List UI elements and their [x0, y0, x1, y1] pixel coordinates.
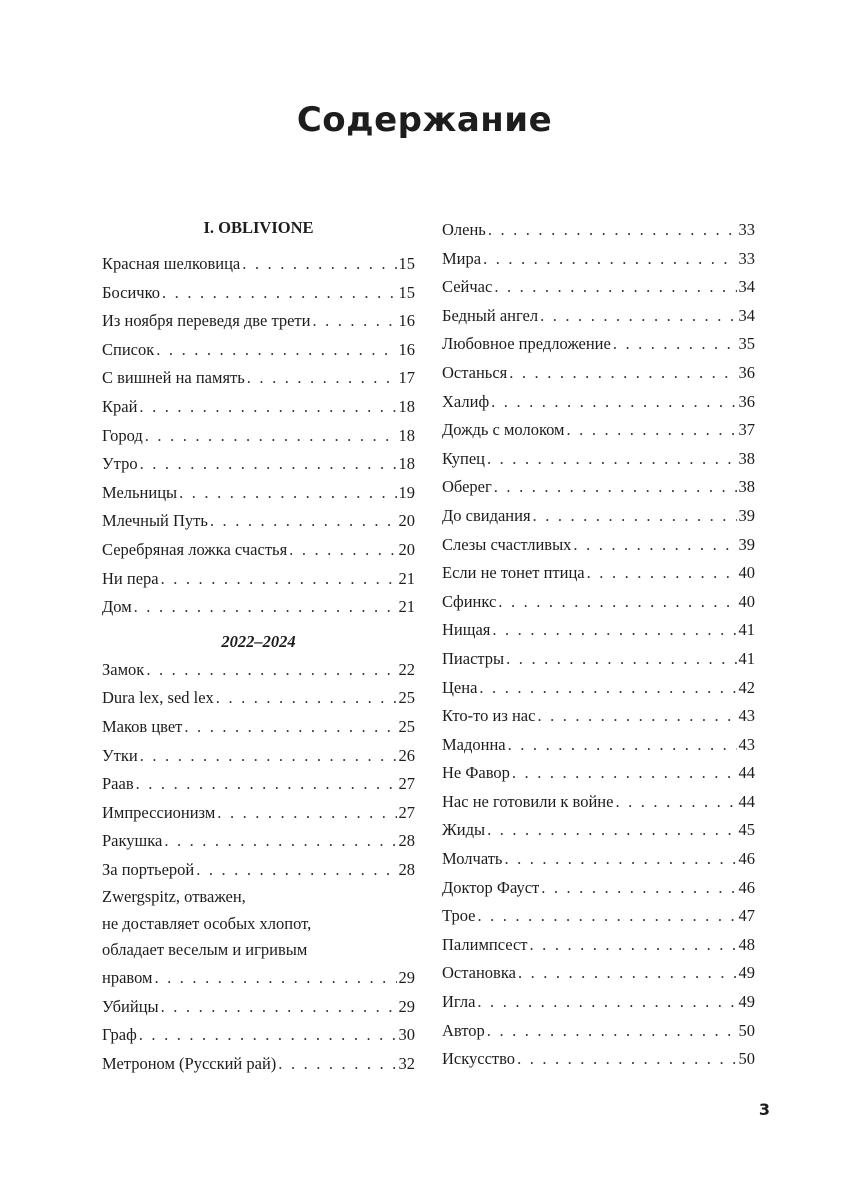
toc-list-oblivione — [102, 250, 415, 622]
toc-entry-title: Игла — [442, 992, 476, 1012]
toc-entry[interactable] — [442, 788, 755, 817]
toc-entry-title: Маков цвет — [102, 716, 183, 736]
toc-entry-title: Нищая — [442, 620, 491, 640]
toc-entry-page: 18 — [398, 425, 415, 445]
dot-leader — [145, 422, 397, 451]
toc-entry-title: Цена — [442, 677, 478, 697]
toc-entry-page: 42 — [738, 677, 755, 697]
toc-entry-page: 17 — [398, 368, 415, 388]
toc-entry-page: 38 — [738, 477, 755, 497]
toc-entry[interactable] — [102, 742, 415, 771]
toc-entry[interactable] — [102, 364, 415, 393]
toc-right-column — [442, 216, 755, 1074]
toc-entry-title: Мира — [442, 248, 482, 268]
toc-entry[interactable] — [102, 770, 415, 799]
toc-entry[interactable] — [442, 388, 755, 417]
toc-entry-title: Сейчас — [442, 277, 493, 297]
toc-entry[interactable] — [102, 827, 415, 856]
toc-entry-page: 33 — [738, 248, 755, 268]
page-number: 3 — [758, 1100, 770, 1119]
toc-entry-page: 34 — [738, 305, 755, 325]
toc-entry-title: Сфинкс — [442, 591, 497, 611]
toc-entry-page: 41 — [738, 620, 755, 640]
toc-entry-page: 46 — [738, 849, 755, 869]
toc-entry-line: обладает веселым и игривым — [102, 940, 308, 960]
toc-entry-title: Мельницы — [102, 482, 178, 502]
toc-entry-title: До свидания — [442, 505, 531, 525]
toc-entry-title: Остановка — [442, 963, 516, 983]
dot-leader — [179, 479, 396, 508]
toc-entry-page: 47 — [738, 906, 755, 926]
toc-entry[interactable] — [442, 502, 755, 531]
toc-entry[interactable] — [442, 645, 755, 674]
toc-entry-title: Бедный ангел — [442, 305, 539, 325]
toc-entry[interactable] — [442, 216, 755, 245]
toc-entry-page: 32 — [398, 1053, 415, 1073]
toc-entry-page: 20 — [398, 511, 415, 531]
toc-entry-page: 36 — [738, 391, 755, 411]
dot-leader — [494, 273, 736, 302]
toc-entry-page: 45 — [738, 820, 755, 840]
toc-entry[interactable] — [442, 931, 755, 960]
toc-entry[interactable] — [442, 874, 755, 903]
toc-entry-title: Утки — [102, 745, 138, 765]
dot-leader — [140, 742, 397, 771]
toc-entry-page: 38 — [738, 448, 755, 468]
toc-entry[interactable] — [102, 422, 415, 451]
toc-entry-title: Мадонна — [442, 734, 506, 754]
toc-entry[interactable] — [442, 473, 755, 502]
toc-entry-page: 50 — [738, 1049, 755, 1069]
toc-entry-title: Олень — [442, 220, 486, 239]
toc-entry-title: Метроном (Русский рай) — [102, 1053, 277, 1073]
toc-entry[interactable] — [102, 507, 415, 536]
toc-entry[interactable] — [442, 702, 755, 731]
dot-leader — [161, 565, 397, 594]
dot-leader — [289, 536, 396, 565]
dot-leader — [530, 931, 737, 960]
toc-entry-page: 49 — [738, 963, 755, 983]
toc-entry-title: Красная шелковица — [102, 254, 241, 273]
toc-entry-page: 16 — [398, 311, 415, 331]
toc-entry-line: Zwergspitz, отважен, — [102, 887, 246, 907]
toc-entry[interactable] — [102, 656, 415, 685]
dot-leader — [504, 845, 736, 874]
dot-leader — [567, 416, 737, 445]
toc-entry-title: Список — [102, 339, 155, 359]
toc-entry[interactable] — [102, 479, 415, 508]
dot-leader — [487, 1017, 737, 1046]
toc-entry[interactable] — [102, 593, 415, 622]
toc-entry-page: 16 — [398, 339, 415, 359]
toc-entry[interactable] — [442, 816, 755, 845]
toc-entry[interactable] — [102, 393, 415, 422]
toc-entry[interactable] — [442, 959, 755, 988]
toc-entry[interactable] — [442, 245, 755, 274]
toc-entry-page: 43 — [738, 734, 755, 754]
toc-entry-title: Раав — [102, 774, 134, 794]
dot-leader — [537, 702, 736, 731]
dot-leader — [477, 988, 736, 1017]
dot-leader — [487, 445, 737, 474]
toc-entry-title: Жиды — [442, 820, 486, 840]
toc-entry-page: 35 — [738, 334, 755, 354]
dot-leader — [540, 302, 736, 331]
toc-entry-page: 50 — [738, 1020, 755, 1040]
dot-leader — [247, 364, 397, 393]
toc-entry[interactable] — [102, 279, 415, 308]
toc-entry-title: Босичко — [102, 282, 161, 302]
toc-entry[interactable] — [102, 993, 415, 1022]
dot-leader — [161, 993, 397, 1022]
toc-entry-title: Останься — [442, 362, 508, 382]
toc-entry-page: 40 — [738, 563, 755, 583]
toc-entry-title: Трое — [442, 906, 476, 926]
toc-entry-page: 41 — [738, 648, 755, 668]
toc-entry[interactable] — [442, 674, 755, 703]
toc-entry-page: 40 — [738, 591, 755, 611]
dot-leader — [312, 307, 396, 336]
toc-entry-title: Дом — [102, 597, 132, 617]
toc-entry[interactable] — [102, 856, 415, 885]
toc-entry[interactable] — [442, 330, 755, 359]
toc-entry[interactable] — [102, 799, 415, 828]
toc-entry-title: Dura lex, sed lex — [102, 688, 214, 708]
toc-entry[interactable] — [102, 250, 415, 279]
dot-leader — [491, 388, 736, 417]
toc-entry[interactable] — [442, 445, 755, 474]
toc-entry-page: 39 — [738, 534, 755, 554]
dot-leader — [477, 902, 736, 931]
dot-leader — [162, 279, 396, 308]
toc-entry-page: 30 — [398, 1025, 415, 1045]
toc-entry-title: Палимпсест — [442, 934, 528, 954]
toc-entry-title: Край — [102, 396, 138, 416]
dot-leader — [533, 502, 737, 531]
toc-entry-title: Убийцы — [102, 996, 159, 1016]
toc-entry-page: 25 — [398, 688, 415, 708]
toc-entry-title: Ракушка — [102, 831, 163, 851]
toc-entry[interactable] — [442, 616, 755, 645]
dot-leader — [216, 684, 397, 713]
section-heading-oblivione: I. OBLIVIONE — [203, 218, 314, 237]
toc-entry-page: 20 — [398, 539, 415, 559]
dot-leader — [136, 770, 397, 799]
dot-leader — [506, 645, 736, 674]
dot-leader — [479, 674, 736, 703]
toc-entry-page: 43 — [738, 706, 755, 726]
toc-entry-title: За портьерой — [102, 859, 195, 879]
dot-leader — [164, 827, 396, 856]
toc-entry[interactable] — [102, 450, 415, 479]
toc-entry-title: Доктор Фауст — [442, 877, 540, 897]
toc-entry-title: Не Фавор — [442, 763, 510, 783]
toc-entry-page: 18 — [398, 396, 415, 416]
dot-leader — [508, 731, 737, 760]
toc-entry-title: Любовное предложение — [442, 334, 611, 354]
toc-entry-title: Дождь с молоком — [442, 420, 565, 440]
toc-entry-title: Купец — [442, 448, 485, 468]
toc-entry-title: Кто-то из нас — [442, 706, 536, 726]
toc-entry-title: Утро — [102, 454, 138, 474]
toc-entry[interactable] — [102, 1021, 415, 1050]
toc-entry[interactable] — [442, 559, 755, 588]
toc-entry-title: Из ноября переведя две трети — [102, 311, 311, 331]
toc-entry-page: 29 — [398, 967, 415, 987]
dot-leader — [483, 245, 736, 274]
toc-entry-title: Пиастры — [442, 648, 505, 668]
toc-entry[interactable] — [102, 1050, 415, 1079]
toc-entry-page: 37 — [738, 420, 755, 440]
toc-entry-page: 15 — [398, 282, 415, 302]
toc-entry-title: Слезы счастливых — [442, 534, 572, 554]
toc-entry-title: нравом — [102, 967, 153, 987]
dot-leader — [134, 593, 397, 622]
dot-leader — [498, 588, 736, 617]
toc-left-column — [102, 214, 415, 1078]
dot-leader — [492, 616, 736, 645]
dot-leader — [156, 336, 396, 365]
toc-entry-title: Молчать — [442, 849, 503, 869]
dot-leader — [494, 473, 737, 502]
toc-entry-page: 36 — [738, 362, 755, 382]
toc-entry[interactable] — [102, 713, 415, 742]
toc-entry[interactable] — [442, 531, 755, 560]
dot-leader — [139, 393, 396, 422]
toc-entry-page: 49 — [738, 992, 755, 1012]
toc-entry[interactable] — [442, 359, 755, 388]
toc-entry[interactable] — [442, 845, 755, 874]
dot-leader — [140, 450, 397, 479]
toc-entry-page: 28 — [398, 831, 415, 851]
toc-entry-page: 34 — [738, 277, 755, 297]
toc-entry[interactable] — [102, 536, 415, 565]
toc-entry-page: 27 — [398, 802, 415, 822]
toc-entry[interactable] — [442, 902, 755, 931]
dot-leader — [146, 656, 396, 685]
dot-leader — [217, 799, 396, 828]
toc-entry[interactable] — [442, 416, 755, 445]
dot-leader — [518, 959, 737, 988]
toc-entry-page: 48 — [738, 934, 755, 954]
toc-entry-page: 39 — [738, 505, 755, 525]
dot-leader — [573, 531, 736, 560]
dot-leader — [615, 788, 736, 817]
toc-entry-title: Млечный Путь — [102, 511, 208, 531]
toc-entry-page: 44 — [738, 791, 755, 811]
dot-leader — [184, 713, 396, 742]
toc-entry-title: Искусство — [442, 1049, 516, 1069]
dot-leader — [509, 359, 736, 388]
dot-leader — [196, 856, 396, 885]
toc-entry-title: Халиф — [442, 391, 490, 411]
dot-leader — [487, 816, 736, 845]
toc-entry[interactable] — [102, 307, 415, 336]
toc-entry[interactable] — [102, 336, 415, 365]
toc-entry-page: 18 — [398, 454, 415, 474]
toc-entry-title: Если не тонет птица — [442, 563, 585, 583]
dot-leader — [278, 1050, 396, 1079]
toc-entry-page: 22 — [398, 659, 415, 679]
toc-entry-title: Город — [102, 425, 143, 445]
toc-entry[interactable] — [102, 684, 415, 713]
toc-entry-page: 33 — [738, 220, 755, 239]
toc-entry-line-last — [102, 964, 415, 993]
toc-entry[interactable] — [442, 302, 755, 331]
toc-entry[interactable] — [442, 588, 755, 617]
toc-entry[interactable] — [102, 565, 415, 594]
toc-entry-page: 28 — [398, 859, 415, 879]
toc-entry-title: Импрессионизм — [102, 802, 216, 822]
dot-leader — [488, 216, 737, 245]
toc-entry[interactable] — [442, 988, 755, 1017]
dot-leader — [242, 250, 396, 279]
toc-entry-title: Нас не готовили к войне — [442, 791, 614, 811]
toc-entry-page: 21 — [398, 597, 415, 617]
dot-leader — [613, 330, 737, 359]
toc-entry-title: Серебряная ложка счастья — [102, 539, 288, 559]
toc-entry-page: 19 — [398, 482, 415, 502]
toc-entry-title: С вишней на память — [102, 368, 245, 388]
toc-entry-page: 44 — [738, 763, 755, 783]
toc-entry-title: Оберег — [442, 477, 492, 497]
toc-entry-page: 29 — [398, 996, 415, 1016]
toc-entry-page: 27 — [398, 774, 415, 794]
toc-entry[interactable] — [442, 731, 755, 760]
dot-leader — [587, 559, 737, 588]
toc-entry-page: 46 — [738, 877, 755, 897]
dot-leader — [512, 759, 737, 788]
toc-entry-title: Ни пера — [102, 568, 159, 588]
dot-leader — [139, 1021, 397, 1050]
toc-entry-page: 25 — [398, 716, 415, 736]
dot-leader — [541, 874, 736, 903]
toc-entry[interactable] — [442, 1045, 755, 1074]
toc-entry-title: Автор — [442, 1020, 485, 1040]
toc-entry-title: Замок — [102, 659, 145, 679]
dot-leader — [517, 1045, 736, 1074]
toc-entry-multiline[interactable] — [102, 884, 415, 992]
dot-leader — [210, 507, 397, 536]
toc-entry-page: 26 — [398, 745, 415, 765]
toc-entry-title: Граф — [102, 1025, 137, 1045]
section-heading-2022-2024: 2022–2024 — [221, 631, 296, 651]
toc-entry-line: не доставляет особых хлопот, — [102, 913, 312, 933]
dot-leader — [154, 964, 396, 993]
toc-entry[interactable] — [442, 273, 755, 302]
toc-entry[interactable] — [442, 759, 755, 788]
toc-entry-page: 21 — [398, 568, 415, 588]
toc-list-2022-2024 — [102, 656, 415, 885]
toc-list-right — [442, 216, 755, 1074]
toc-list-2022-2024-continued — [102, 993, 415, 1079]
toc-entry-page: 15 — [398, 254, 415, 273]
toc-entry[interactable] — [442, 1017, 755, 1046]
page-title: Содержание — [296, 100, 553, 140]
